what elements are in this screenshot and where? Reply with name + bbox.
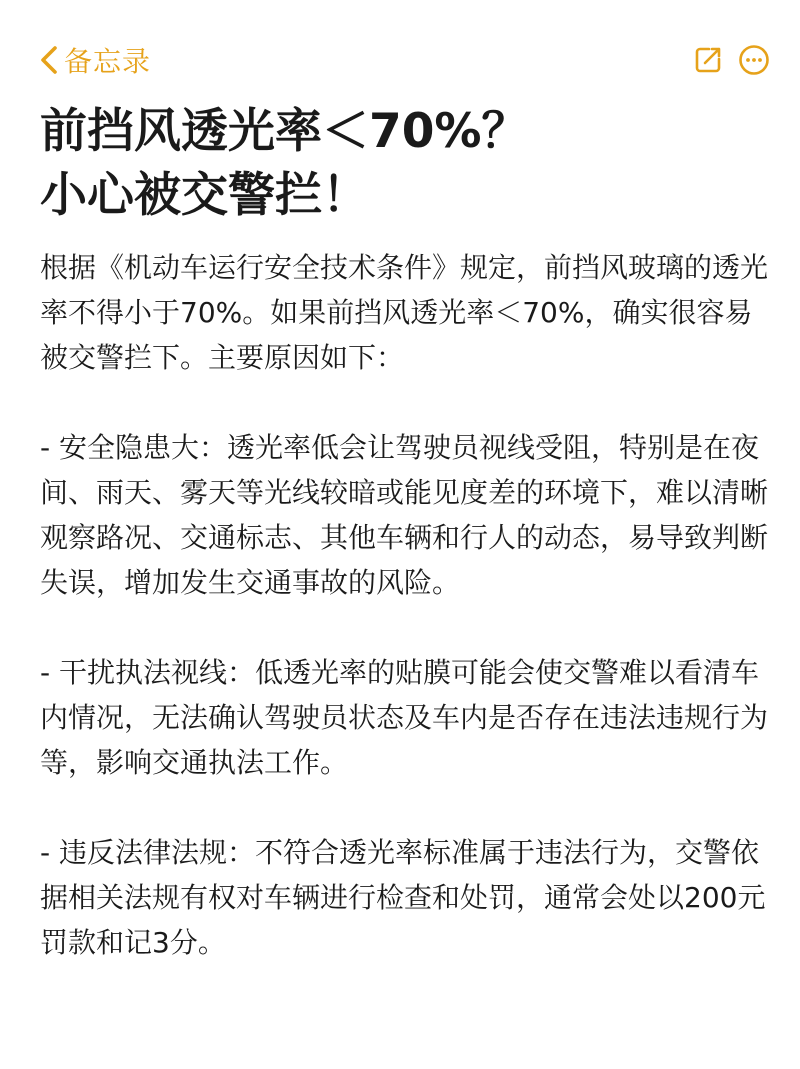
nav-actions xyxy=(692,44,770,76)
note-body[interactable] xyxy=(40,245,780,1010)
intro-paragraph: 根据《机动车运行安全技术条件》规定，前挡风玻璃的透光率不得小于70%。如果前挡风透光率＜70%，确实很容易被交警拦下。主要原因如下： xyxy=(40,251,769,374)
navigation-bar xyxy=(0,0,800,110)
chevron-left-icon xyxy=(36,40,62,80)
title-line-1: 前挡风透光率＜70%？ xyxy=(40,104,529,159)
point-safety-hazard: - 安全隐患大：透光率低会让驾驶员视线受阻，特别是在夜间、雨天、雾天等光线较暗或能见度差的环境下，难以清晰观察路况、交通标志、其他车辆和行人的动态，易导致判断失误，增加发生交通事故的风险。 xyxy=(40,431,769,599)
more-icon[interactable] xyxy=(738,44,770,76)
back-label: 备忘录 xyxy=(64,45,152,78)
note-title xyxy=(40,100,770,228)
point-legal-violation: - 违反法律法规：不符合透光率标准属于违法行为，交警依据相关法规有权对车辆进行检查和处罚，通常会处以200元罚款和记3分。 xyxy=(40,836,766,959)
share-icon[interactable] xyxy=(692,44,724,76)
title-line-2: 小心被交警拦！ xyxy=(40,168,369,223)
point-enforcement-view: - 干扰执法视线：低透光率的贴膜可能会使交警难以看清车内情况，无法确认驾驶员状态及车内是否存在违法违规行为等，影响交通执法工作。 xyxy=(40,656,769,779)
back-button[interactable] xyxy=(36,38,151,82)
